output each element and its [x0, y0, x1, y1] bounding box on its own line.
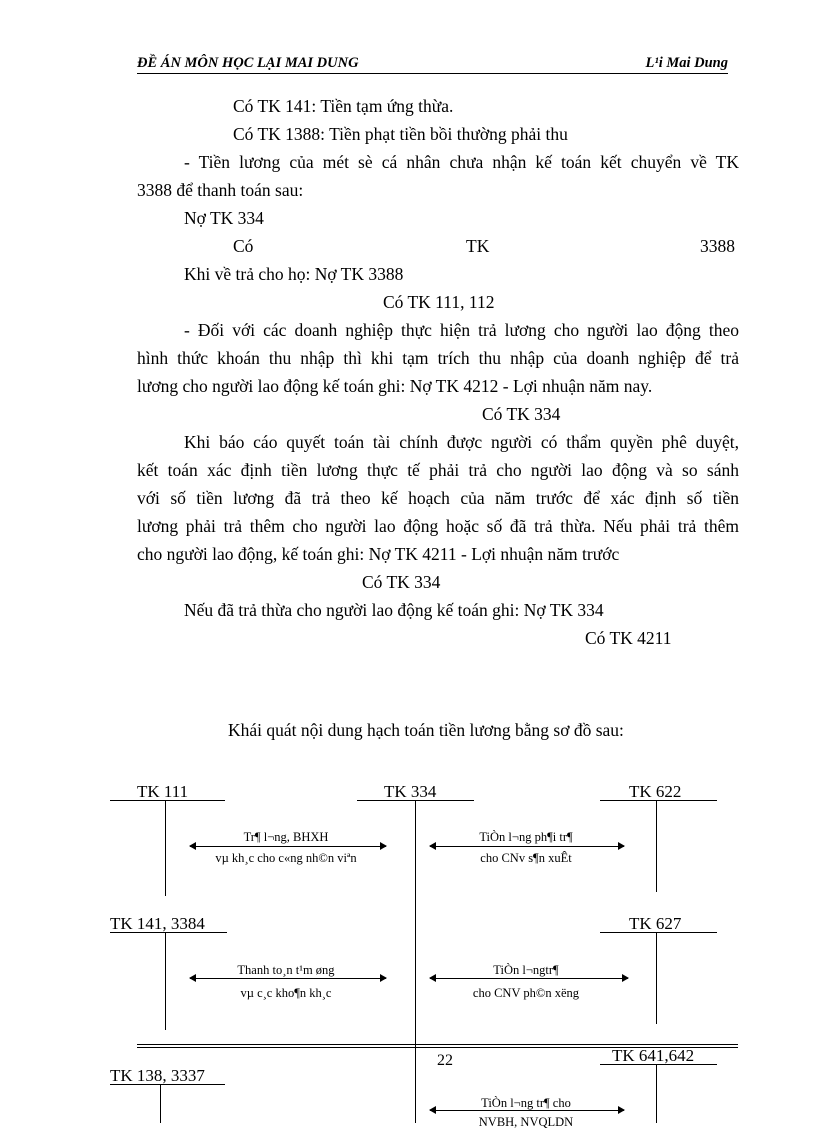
line-co-tk-334-a: Có TK 334 [482, 404, 561, 424]
footer-rule-top [137, 1044, 738, 1045]
account-tk-334: TK 334 [384, 782, 437, 801]
line-co-tk-141: Có TK 141: Tiền tạm ứng thừa. [233, 96, 454, 116]
arrow-3-label-top: Thanh to¸n t¹m øng [237, 963, 335, 977]
line-co-tk-4211: Có TK 4211 [585, 628, 672, 648]
arrow-1-label-bottom: vµ kh¸c cho c«ng nh©n viªn [215, 851, 357, 865]
arrow-1-label-top: Tr¶ l¬ng, BHXH [243, 830, 329, 844]
line-co-tk-334-b: Có TK 334 [362, 572, 441, 592]
arrow-3-label-bottom: vµ c¸c kho¶n kh¸c [240, 986, 332, 1000]
arrow-5-label-top: TiÒn l¬ng tr¶ cho [481, 1096, 571, 1110]
arrow-2-label-bottom: cho CNv s¶n xuÊt [480, 851, 572, 865]
line-tra-thua: Nếu đã trả thừa cho người lao động kế toán ghi: Nợ TK 334 [184, 600, 604, 620]
t-account-627-stem [656, 932, 657, 1024]
para-doanh-nghiep-1: - Đối với các doanh nghiệp thực hiện trả lương cho người lao động theo [184, 320, 739, 340]
arrow-4 [430, 978, 628, 979]
t-account-141-stem [165, 932, 166, 1030]
arrow-3 [190, 978, 386, 979]
line-co: Có [233, 236, 254, 256]
page-number: 22 [437, 1052, 453, 1069]
account-tk-641-642: TK 641,642 [612, 1046, 695, 1065]
para-doanh-nghiep-2: hình thức khoán thu nhập thì khi tạm trích thu nhập của doanh nghiệp để trả [137, 348, 739, 368]
t-account-334-stem [415, 800, 416, 1123]
t-account-641-top [600, 1064, 717, 1065]
t-account-627-top [600, 932, 717, 933]
arrow-1 [190, 846, 386, 847]
arrow-4-label-top: TiÒn l¬ngtr¶ [493, 963, 559, 977]
arrow-2-label-top: TiÒn l¬ng ph¶i tr¶ [479, 830, 573, 844]
para-quyet-toan-2: kết toán xác định tiền lương thực tế phải trả cho người lao động và so sánh [137, 460, 739, 480]
line-3388-right: 3388 [700, 236, 735, 256]
diagram-caption: Khái quát nội dung hạch toán tiền lương bằng sơ đồ sau: [228, 720, 624, 740]
para-quyet-toan-4: lương phải trả thêm cho người lao động hoặc số đã trả thừa. Nếu phải trả thêm [137, 516, 739, 536]
t-account-622-top [600, 800, 717, 801]
line-tk: TK [466, 236, 490, 256]
t-account-641-stem [656, 1064, 657, 1123]
arrow-4-label-bottom: cho CNV ph©n xëng [472, 986, 580, 1000]
arrow-5 [430, 1110, 624, 1111]
account-tk-622: TK 622 [629, 782, 682, 801]
t-account-141-top [110, 932, 227, 933]
para-quyet-toan-5: cho người lao động, kế toán ghi: Nợ TK 4211 - Lợi nhuận năm trước [137, 544, 620, 564]
t-account-622-stem [656, 800, 657, 892]
account-tk-627: TK 627 [629, 914, 682, 933]
line-co-tk-111-112: Có TK 111, 112 [383, 292, 495, 312]
t-account-138-stem [160, 1084, 161, 1123]
line-3388: 3388 để thanh toán sau: [137, 180, 304, 200]
t-account-111-stem [165, 800, 166, 896]
para-quyet-toan-1: Khi báo cáo quyết toán tài chính được người có thẩm quyền phê duyệt, [184, 432, 739, 452]
account-tk-111: TK 111 [137, 782, 189, 801]
account-tk-141-3384: TK 141, 3384 [110, 914, 205, 933]
para-quyet-toan-3: với số tiền lương đã trả theo kế hoạch của năm trước để xác định số tiền [137, 488, 739, 508]
line-khi-ve-tra: Khi về trả cho họ: Nợ TK 3388 [184, 264, 404, 284]
line-no-tk-334: Nợ TK 334 [184, 208, 264, 228]
footer-rule-bottom [137, 1047, 738, 1048]
header-author: L¹i Mai Dung [645, 55, 728, 71]
arrow-5-label-bottom: NVBH, NVQLDN [478, 1115, 574, 1129]
para-luong-chua-nhan: - Tiền lương của mét sè cá nhân chưa nhận kế toán kết chuyển về TK [184, 152, 739, 172]
t-account-111-top [110, 800, 225, 801]
account-tk-138-3337: TK 138, 3337 [110, 1066, 205, 1085]
line-co-tk-1388: Có TK 1388: Tiền phạt tiền bồi thường phải thu [233, 124, 568, 144]
t-account-138-top [110, 1084, 225, 1085]
arrow-2 [430, 846, 624, 847]
header-rule [137, 73, 728, 74]
header-title: ĐỀ ÁN MÔN HỌC LẠI MAI DUNG [137, 55, 359, 71]
para-doanh-nghiep-3: lương cho người lao động kế toán ghi: Nợ TK 4212 - Lợi nhuận năm nay. [137, 376, 653, 396]
